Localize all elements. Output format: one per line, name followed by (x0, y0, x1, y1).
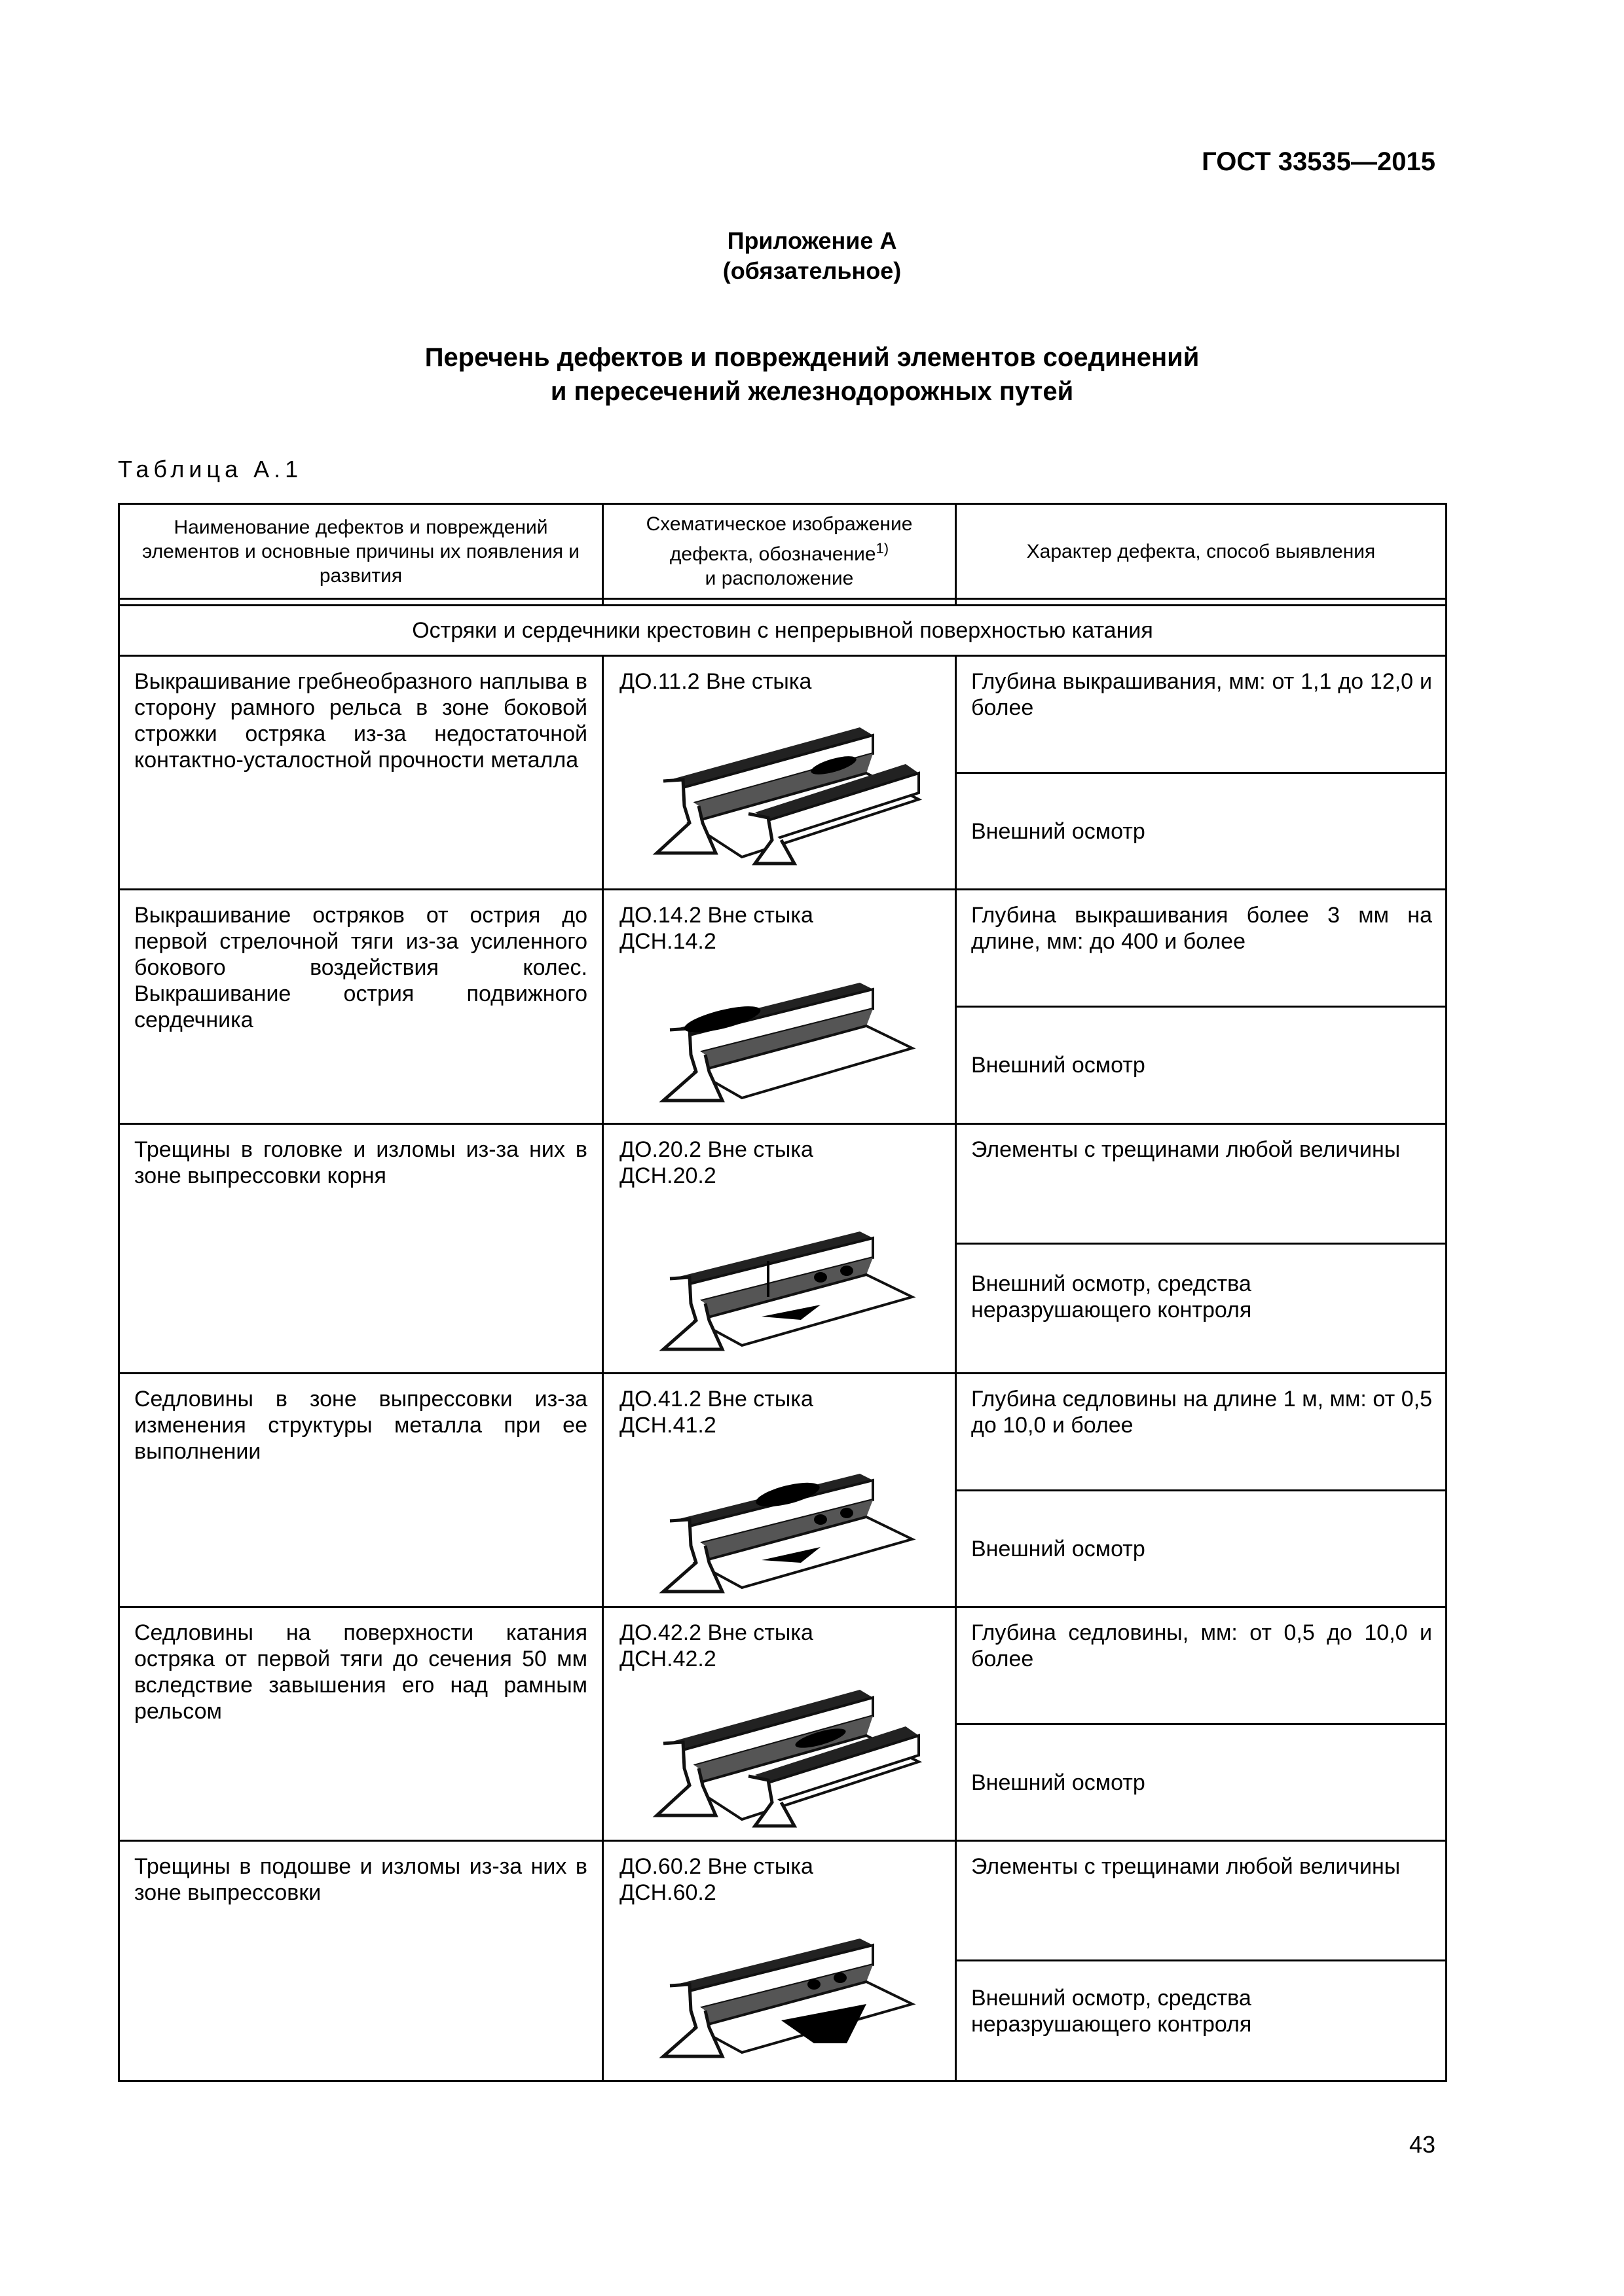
row-4-code-1: ДО.41.2 Вне стыка (619, 1387, 813, 1412)
row-1-name: Выкрашивание гребнеобразного наплыва в сторону рамного рельса в зоне боковой строжки остряка из-за недостаточной контактно-усталостной прочности металла (134, 669, 587, 773)
row-5-code-1: ДО.42.2 Вне стыка (619, 1620, 813, 1645)
standard-number: ГОСТ 33535—2015 (1202, 147, 1435, 176)
row-5-name: Седловины на поверхности катания остряка от первой тяги до сечения 50 мм вследствие завышения его над рамным рельсом (134, 1620, 587, 1724)
row-2-character: Глубина выкрашивания более 3 мм на длине, мм: до 400 и более (971, 903, 1432, 954)
row-4-code (604, 1374, 955, 1438)
header-col-scheme-text: Схематическое изображение дефекта, обозначение (646, 513, 913, 565)
row-4-code-2: ДСН.41.2 (619, 1413, 716, 1438)
row-5-character: Глубина седловины, мм: от 0,5 до 10,0 и более (971, 1620, 1432, 1671)
rail-sketch-5-icon (644, 1670, 932, 1834)
col-divider-2-head (955, 505, 957, 606)
row-3-code (604, 1125, 955, 1189)
row-2-code (604, 890, 955, 955)
row-2-name: Выкрашивание остряков от острия до первой стрелочной тяги из-за усиленного бокового воздействия колес. Выкрашивание острия подвижного сердечника (134, 903, 587, 1032)
row-4-name: Седловины в зоне выпрессовки из-за изменения структуры металла при ее выполнении (134, 1387, 587, 1464)
rail-sketch-3-icon (650, 1205, 925, 1362)
row-1-character: Глубина выкрашивания, мм: от 1,1 до 12,0 и более (971, 669, 1432, 720)
row-3-name: Трещины в головке и изломы из-за них в зоне выпрессовки корня (134, 1137, 587, 1188)
header-col-scheme-tail: и расположение (705, 568, 854, 589)
row-6-code (604, 1842, 955, 1906)
header-col-name: Наименование дефектов и повреждений элементов и основные причины их появления и развития (141, 516, 580, 587)
row-3-code-1: ДО.20.2 Вне стыка (619, 1137, 813, 1162)
page-number: 43 (1409, 2131, 1435, 2158)
row-6-method: Внешний осмотр, средства неразрушающего контроля (971, 1986, 1252, 2037)
header-rule-1 (120, 598, 1445, 600)
row-2-code-1: ДО.14.2 Вне стыка (619, 903, 813, 928)
rail-sketch-2-icon (650, 963, 925, 1114)
defects-table (118, 503, 1447, 2082)
row-2-code-2: ДСН.14.2 (619, 929, 716, 954)
row-3-code-2: ДСН.20.2 (619, 1163, 716, 1188)
row-1-method: Внешний осмотр (971, 818, 1145, 844)
appendix-status: (обязательное) (722, 257, 902, 284)
row-4-character: Глубина седловины на длине 1 м, мм: от 0,5 до 10,0 и более (971, 1387, 1432, 1438)
row-3-character: Элементы с трещинами любой величины (971, 1137, 1401, 1162)
row-5-code-2: ДСН.42.2 (619, 1647, 716, 1671)
row-4-method: Внешний осмотр (971, 1536, 1145, 1561)
rail-sketch-6-icon (650, 1912, 925, 2069)
row-3-method: Внешний осмотр, средства неразрушающего контроля (971, 1271, 1252, 1322)
row-5-method: Внешний осмотр (971, 1770, 1145, 1795)
row-6-code-2: ДСН.60.2 (619, 1880, 716, 1905)
rail-sketch-1-icon (644, 708, 932, 884)
appendix-heading (0, 226, 1624, 286)
section-title: Остряки и сердечники крестовин с непрерывной поверхностью катания (412, 618, 1153, 643)
row-5-code (604, 1608, 955, 1672)
footnote-mark: 1) (876, 540, 889, 556)
appendix-line: Приложение А (727, 227, 897, 254)
row-1-code (604, 657, 955, 695)
header-col-scheme (604, 505, 955, 598)
title-line-2: и пересечений железнодорожных путей (550, 377, 1074, 406)
title-line-1: Перечень дефектов и повреждений элементов соединений (424, 343, 1200, 372)
col-divider-1-head (602, 505, 604, 606)
row-6-name: Трещины в подошве и изломы из-за них в зоне выпрессовки (134, 1854, 587, 1905)
row-1-code-1: ДО.11.2 Вне стыка (619, 669, 812, 694)
rail-sketch-4-icon (650, 1448, 925, 1605)
row-6-code-1: ДО.60.2 Вне стыка (619, 1854, 813, 1879)
header-col-character: Характер дефекта, способ выявления (1026, 540, 1376, 562)
table-label: Таблица А.1 (118, 456, 303, 483)
row-6-character: Элементы с трещинами любой величины (971, 1854, 1401, 1879)
document-title (0, 340, 1624, 409)
row-2-method: Внешний осмотр (971, 1053, 1145, 1078)
